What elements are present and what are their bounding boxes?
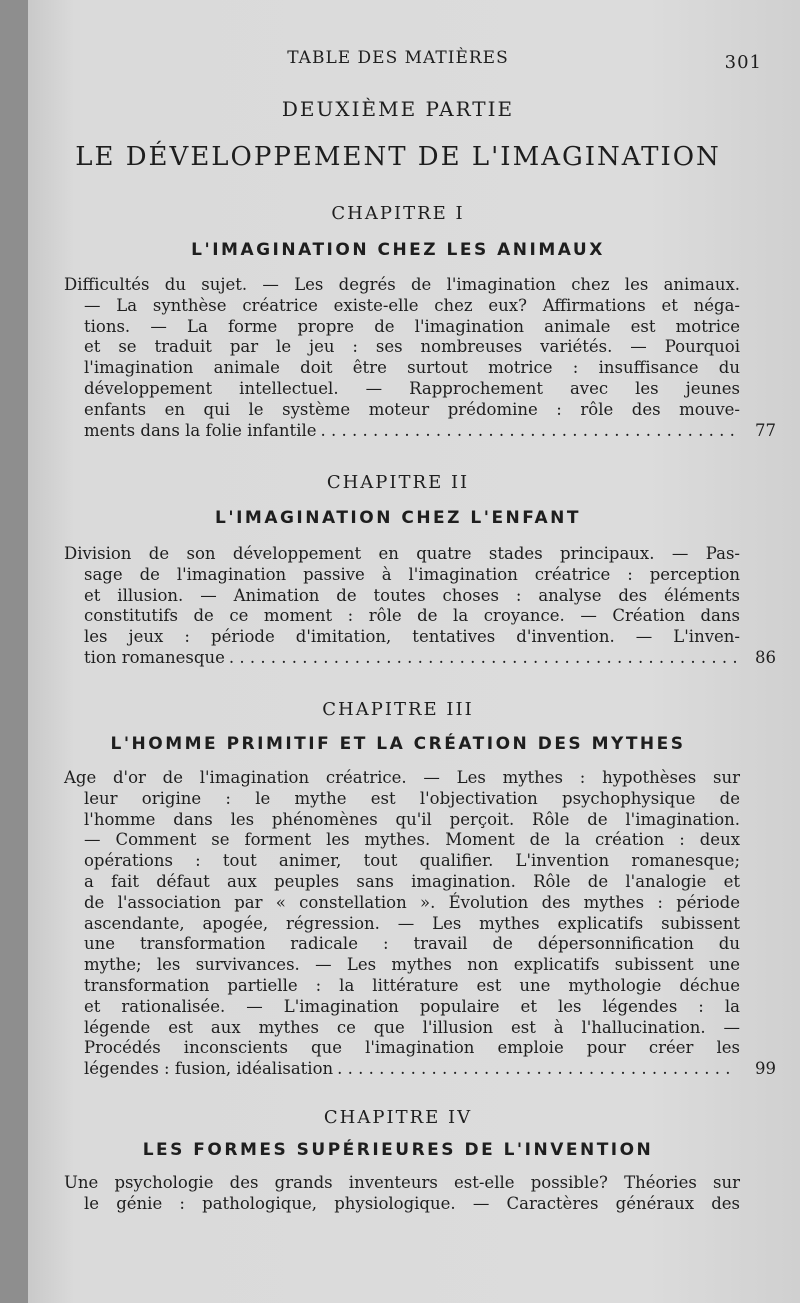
chapter-2-page: 86 bbox=[755, 647, 776, 667]
summary-line: leur origine : le mythe est l'objectivation psychophysique de bbox=[84, 788, 740, 808]
chapter-3-title: L'HOMME PRIMITIF ET LA CRÉATION DES MYTHES bbox=[110, 734, 686, 754]
chapter-3-page: 99 bbox=[755, 1059, 776, 1079]
chapter-4-summary bbox=[64, 1173, 740, 1215]
summary-line: Age d'or de l'imagination créatrice. — Les mythes : hypothèses sur bbox=[64, 768, 740, 787]
summary-line: Procédés inconscients que l'imagination emploie pour créer les bbox=[84, 1038, 740, 1058]
dot-leader bbox=[321, 421, 736, 442]
summary-line: — La synthèse créatrice existe-elle chez eux? Affirmations et néga- bbox=[84, 295, 740, 315]
summary-line: Une psychologie des grands inventeurs est-elle possible? Théories sur bbox=[64, 1173, 740, 1192]
summary-line: opérations : tout animer, tout qualifier. L'invention romanesque; bbox=[84, 851, 740, 871]
summary-line: ascendante, apogée, régression. — Les mythes explicatifs subissent bbox=[84, 913, 740, 933]
dot-leader bbox=[229, 648, 736, 669]
summary-line: transformation partielle : la littérature est une mythologie déchue bbox=[84, 975, 740, 995]
summary-line: Division de son développement en quatre stades principaux. — Pas- bbox=[64, 544, 740, 563]
chapter-1-summary bbox=[64, 275, 776, 441]
summary-line: l'homme dans les phénomènes qu'il perçoit. Rôle de l'imagination. bbox=[84, 809, 740, 829]
running-header-title: TABLE DES MATIÈRES bbox=[287, 48, 509, 68]
chapter-3-summary bbox=[64, 768, 776, 1080]
summary-line: tions. — La forme propre de l'imagination animale est motrice bbox=[84, 316, 740, 336]
summary-line: développement intellectuel. — Rapprochement avec les jeunes bbox=[84, 378, 740, 398]
summary-line: Difficultés du sujet. — Les degrés de l'imagination chez les animaux. bbox=[64, 275, 740, 294]
chapter-1-label: CHAPITRE I bbox=[331, 203, 465, 224]
part-label: DEUXIÈME PARTIE bbox=[281, 97, 515, 121]
chapter-2-summary bbox=[64, 544, 776, 669]
chapter-3-label: CHAPITRE III bbox=[322, 699, 474, 720]
summary-line: ments dans la folie infantile bbox=[84, 420, 317, 440]
summary-line: le génie : pathologique, physiologique. — Caractères généraux des bbox=[84, 1193, 740, 1213]
summary-last-line bbox=[64, 420, 776, 442]
summary-line: mythe; les survivances. — Les mythes non explicatifs subissent une bbox=[84, 955, 740, 975]
summary-line: — Comment se forment les mythes. Moment de la création : deux bbox=[84, 830, 740, 850]
summary-line: et se traduit par le jeu : ses nombreuses variétés. — Pourquoi bbox=[84, 337, 740, 357]
running-header bbox=[28, 48, 768, 72]
chapter-4-title: LES FORMES SUPÉRIEURES DE L'INVENTION bbox=[142, 1140, 654, 1160]
summary-last-line bbox=[64, 647, 776, 669]
chapter-1-page: 77 bbox=[755, 420, 776, 440]
chapter-2-title: L'IMAGINATION CHEZ L'ENFANT bbox=[215, 508, 581, 528]
summary-line: les jeux : période d'imitation, tentatives d'invention. — L'inven- bbox=[84, 627, 740, 647]
summary-line: sage de l'imagination passive à l'imagination créatrice : perception bbox=[84, 564, 740, 584]
summary-line: de l'association par « constellation ». Évolution des mythes : période bbox=[84, 892, 740, 912]
chapter-2-label: CHAPITRE II bbox=[326, 472, 470, 493]
book-page bbox=[28, 0, 800, 1303]
page-number: 301 bbox=[724, 52, 762, 73]
summary-line: l'imagination animale doit être surtout motrice : insuffisance du bbox=[84, 358, 740, 378]
summary-line: enfants en qui le système moteur prédomine : rôle des mouve- bbox=[84, 399, 740, 419]
summary-line: légendes : fusion, idéalisation bbox=[84, 1059, 334, 1079]
summary-line: a fait défaut aux peuples sans imagination. Rôle de l'analogie et bbox=[84, 871, 740, 891]
dot-leader bbox=[337, 1059, 736, 1080]
summary-line: et illusion. — Animation de toutes choses : analyse des éléments bbox=[84, 585, 740, 605]
summary-line: tion romanesque bbox=[84, 647, 225, 667]
summary-last-line bbox=[64, 1059, 776, 1080]
summary-line: constitutifs de ce moment : rôle de la croyance. — Création dans bbox=[84, 606, 740, 626]
chapter-1-title: L'IMAGINATION CHEZ LES ANIMAUX bbox=[191, 240, 605, 260]
summary-line: une transformation radicale : travail de dépersonnification du bbox=[84, 934, 740, 954]
chapter-4-label: CHAPITRE IV bbox=[323, 1107, 473, 1128]
summary-line: légende est aux mythes ce que l'illusion est à l'hallucination. — bbox=[84, 1017, 740, 1037]
part-title: LE DÉVELOPPEMENT DE L'IMAGINATION bbox=[75, 142, 721, 172]
summary-line: et rationalisée. — L'imagination populaire et les légendes : la bbox=[84, 996, 740, 1016]
